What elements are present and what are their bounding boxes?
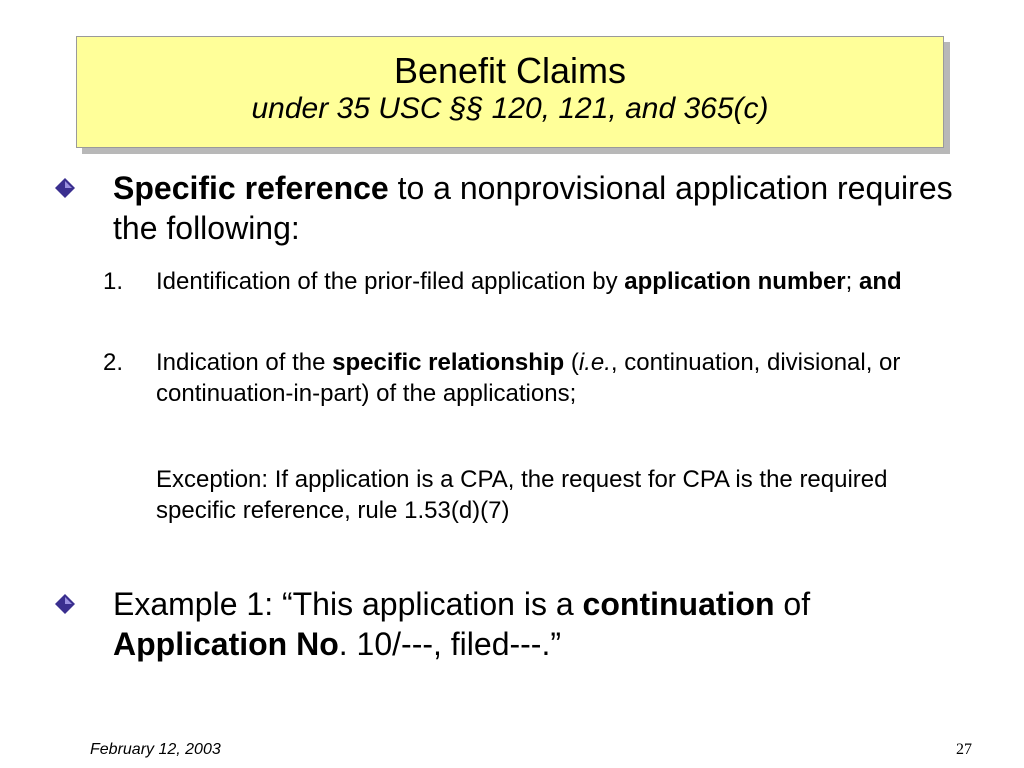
slide-title: Benefit Claims: [393, 50, 627, 91]
example-bold-text: Application No: [113, 626, 339, 662]
list-bold-text: and: [858, 268, 902, 295]
list-number: 1.: [103, 268, 124, 295]
list-text: , continuation, divisional, or continuation-in-part) of the applications;: [156, 349, 901, 407]
list-text: Indication of the: [156, 349, 333, 376]
list-item: [103, 347, 936, 409]
list-bold-text: specific relationship: [332, 349, 565, 376]
list-text: (: [564, 349, 579, 376]
bullet-bold-text: Specific reference: [113, 170, 389, 206]
slide-title-box: [76, 36, 944, 148]
list-text: Identification of the prior-filed application by: [156, 268, 625, 295]
diamond-bullet-icon: [55, 594, 75, 614]
example-text: . 10/---, filed---.”: [338, 626, 561, 662]
page-number: 27: [956, 741, 972, 758]
list-separator: ;: [845, 268, 859, 295]
list-italic-text: i.e.: [578, 349, 611, 376]
slide-subtitle: under 35 USC §§ 120, 121, and 365(c): [251, 92, 769, 125]
bullet-example: [113, 584, 973, 664]
list-bold-text: application number: [624, 268, 846, 295]
diamond-bullet-icon: [55, 178, 75, 198]
exception-note: Exception: If application is a CPA, the request for CPA is the required specific reference, rule 1.53(d)(7): [156, 466, 888, 524]
example-bold-text: continuation: [582, 586, 775, 622]
list-item: [103, 266, 936, 297]
example-text: of: [774, 586, 811, 622]
footer-date: February 12, 2003: [90, 741, 221, 758]
list-number: 2.: [103, 349, 124, 376]
bullet-specific-reference: [113, 168, 973, 248]
example-text: Example 1: “This application is a: [113, 586, 583, 622]
bullet-text: to a nonprovisional application requires the following:: [113, 170, 953, 246]
